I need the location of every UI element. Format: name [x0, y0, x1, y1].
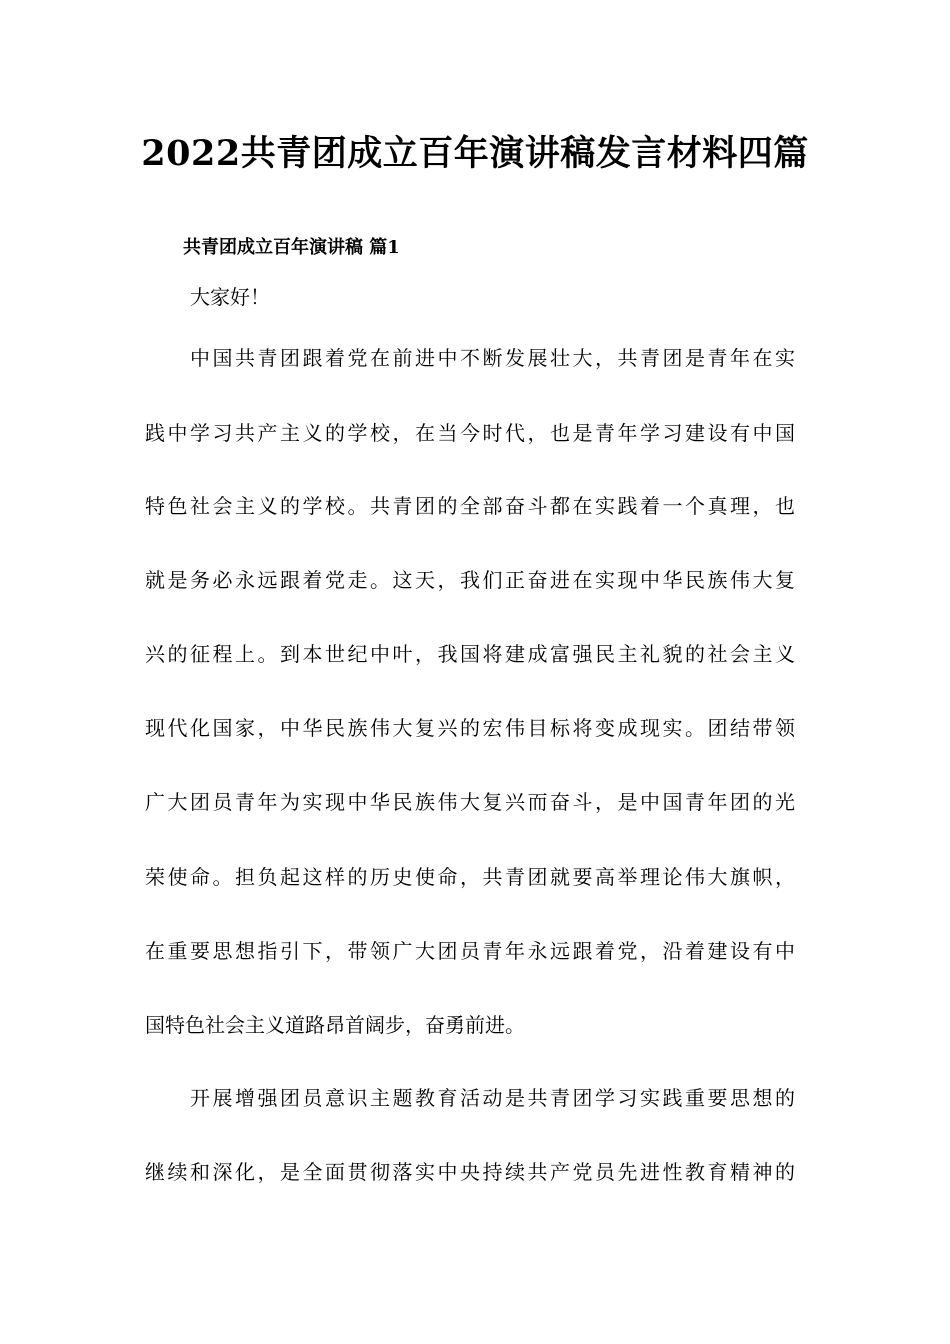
paragraph-1-line: 就是务必永远跟着党走。这天，我们正奋进在实现中华民族伟大复: [145, 568, 795, 592]
paragraph-1-line: 在重要思想指引下，带领广大团员青年永远跟着党，沿着建设有中: [145, 939, 795, 963]
document-title: 2022共青团成立百年演讲稿发言材料四篇: [141, 133, 809, 174]
paragraph-1-line: 兴的征程上。到本世纪中叶，我国将建成富强民主礼貌的社会主义: [145, 642, 795, 666]
paragraph-1-line: 国特色社会主义道路昂首阔步，奋勇前进。: [145, 1013, 525, 1037]
paragraph-1-line: 现代化国家，中华民族伟大复兴的宏伟目标将变成现实。团结带领: [145, 716, 795, 740]
paragraph-1-line: 荣使命。担负起这样的历史使命，共青团就要高举理论伟大旗帜，: [145, 865, 795, 889]
paragraph-1-line: 特色社会主义的学校。共青团的全部奋斗都在实践着一个真理，也: [145, 494, 795, 518]
paragraph-1-line: 中国共青团跟着党在前进中不断发展壮大，共青团是青年在实: [190, 346, 795, 370]
greeting-line: 大家好！: [190, 285, 270, 309]
paragraph-2-line: 开展增强团员意识主题教育活动是共青团学习实践重要思想的: [190, 1086, 795, 1110]
paragraph-2-line: 继续和深化，是全面贯彻落实中央持续共产党员先进性教育精神的: [145, 1160, 795, 1184]
paragraph-1-line: 广大团员青年为实现中华民族伟大复兴而奋斗，是中国青年团的光: [145, 790, 795, 814]
section-heading: 共青团成立百年演讲稿 篇1: [183, 237, 400, 258]
paragraph-1-line: 践中学习共产主义的学校，在当今时代，也是青年学习建设有中国: [145, 421, 795, 445]
